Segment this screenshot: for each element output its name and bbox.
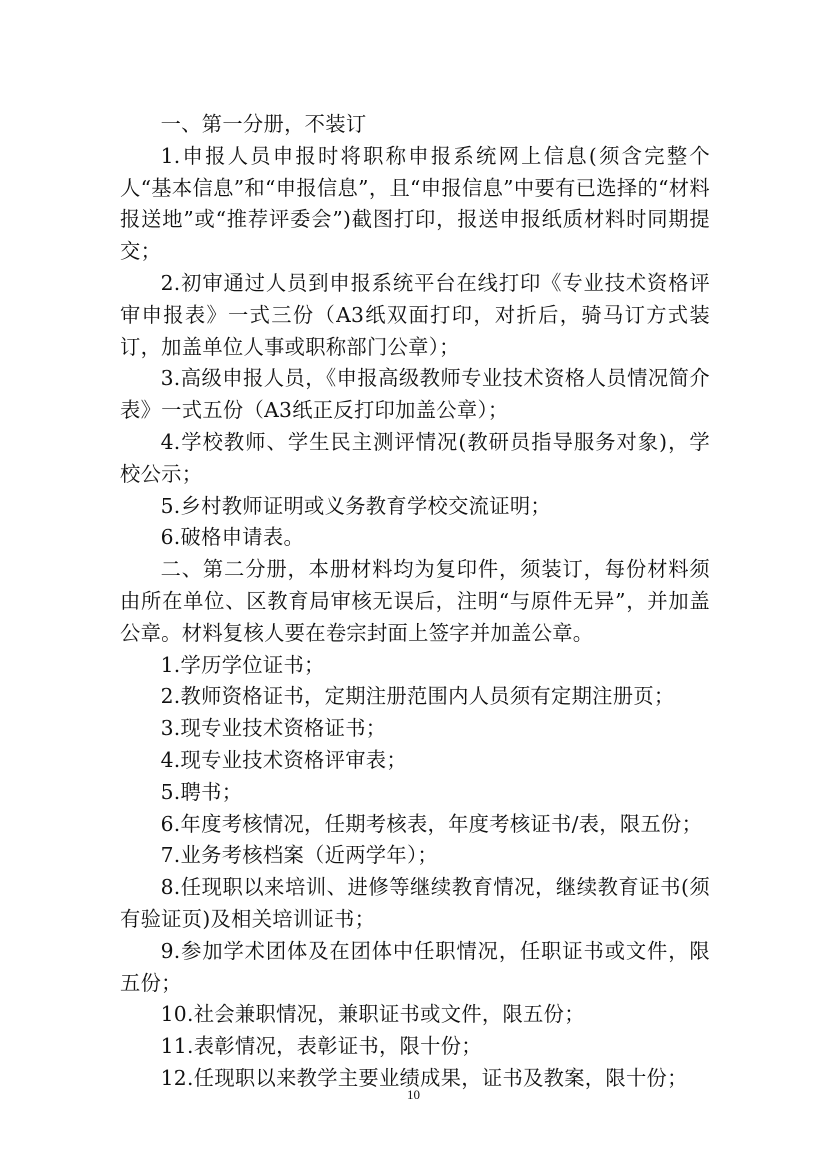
list-item: 3.现专业技术资格证书； — [160, 716, 387, 741]
list-item: 9.参加学术团体及在团体中任职情况，任职证书或文件，限五份； — [120, 938, 710, 995]
list-item: 12.任现职以来教学主要业绩成果，证书及教案，限十份； — [160, 1065, 688, 1090]
list-item: 10.社会兼职情况，兼职证书或文件，限五份； — [160, 1002, 585, 1027]
section-heading-2: 二、第二分册，本册材料均为复印件，须装订，每份材料须由所在单位、区教育局审核无误后，注明“与原件无异”，并加盖公章。材料复核人要在卷宗封面上签字并加盖公章。 — [120, 557, 710, 645]
page-number: 10 — [407, 1087, 420, 1102]
list-item: 2.初审通过人员到申报系统平台在线打印《专业技术资格评审申报表》一式三份（A3纸双面打印，对折后，骑马订方式装订，加盖单位人事或职称部门公章）； — [120, 270, 710, 359]
section-heading-1: 一、第一分册，不装订 — [160, 112, 367, 136]
list-item: 1.申报人员申报时将职称申报系统网上信息(须含完整个人“基本信息”和“申报信息”，且“申报信息”中要有已选择的“材料报送地”或“推荐评委会”)截图打印，报送申报纸质材料时同期提交； — [120, 143, 710, 264]
list-item: 3.高级申报人员，《申报高级教师专业技术资格人员情况简介表》一式五份（A3纸正反打印加盖公章）； — [120, 366, 710, 423]
list-item: 4.现专业技术资格评审表； — [160, 747, 407, 772]
list-item: 1.学历学位证书； — [160, 652, 325, 677]
list-item: 5.乡村教师证明或义务教育学校交流证明； — [160, 493, 552, 518]
list-item: 8.任现职以来培训、进修等继续教育情况，继续教育证书(须有验证页)及相关培训证书； — [120, 875, 710, 931]
list-item: 2.教师资格证书，定期注册范围内人员须有定期注册页； — [160, 684, 675, 709]
list-item: 6.年度考核情况，任期考核表，年度考核证书/表，限五份； — [160, 811, 703, 836]
list-item: 6.破格申请表。 — [160, 525, 305, 550]
list-item: 7.业务考核档案（近两学年）； — [160, 843, 438, 868]
list-item: 4.学校教师、学生民主测评情况(教研员指导服务对象)，学校公示； — [120, 429, 710, 486]
list-item: 5.聘书； — [160, 779, 243, 804]
document-body — [120, 109, 710, 1095]
list-item: 11.表彰情况，表彰证书，限十份； — [160, 1034, 482, 1059]
